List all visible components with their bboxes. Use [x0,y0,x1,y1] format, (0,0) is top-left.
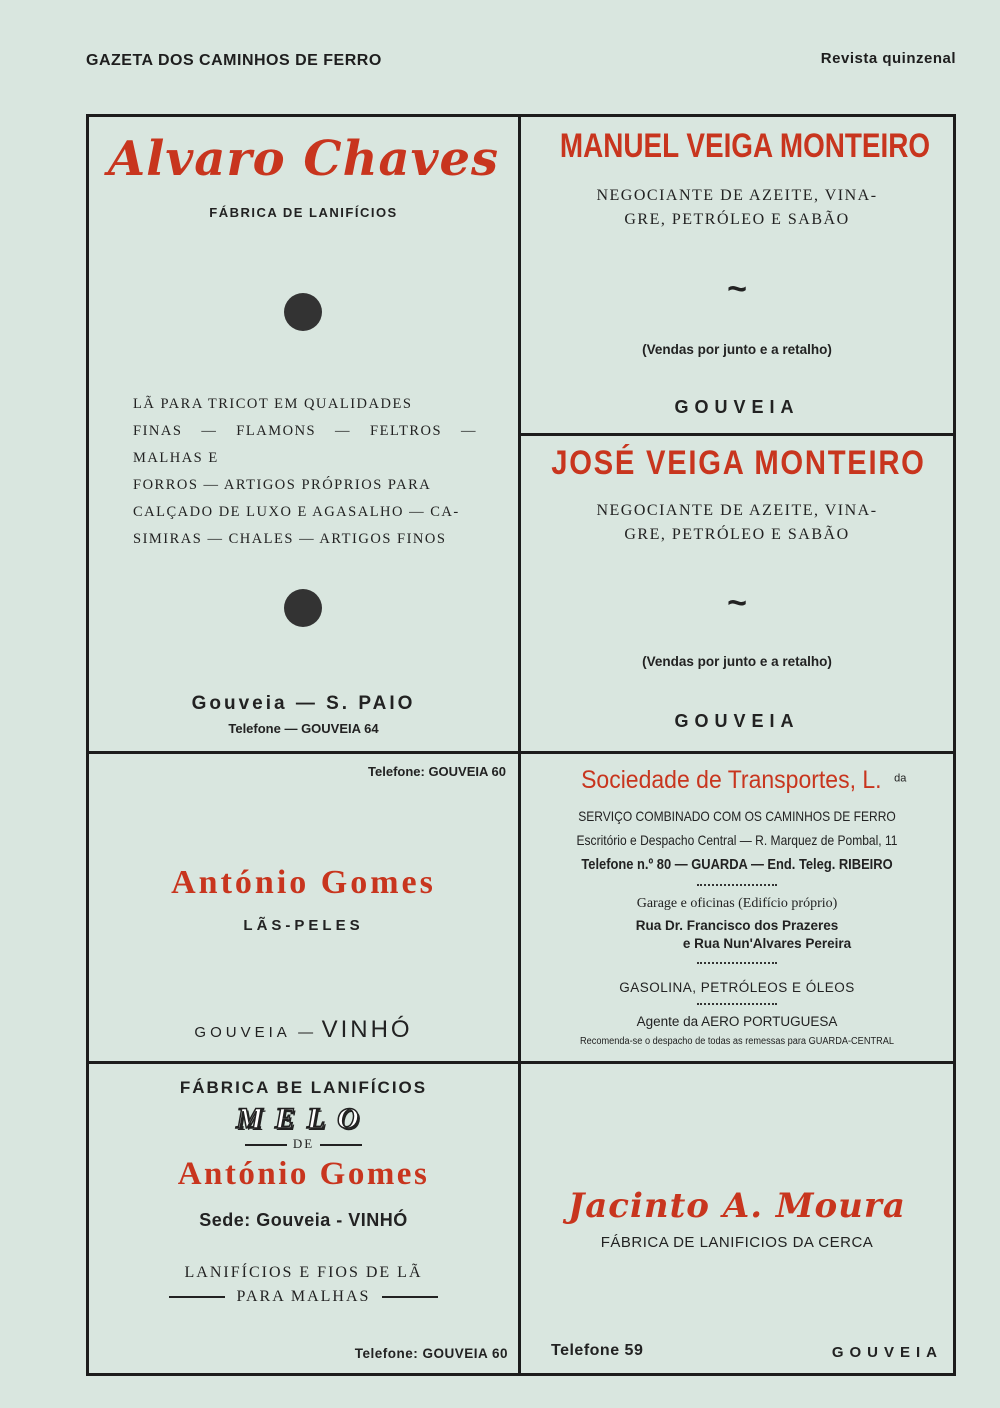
melo-line3-row [89,1288,518,1306]
jose-line1: NEGOCIANTE DE AZEITE, VINA- [596,502,878,519]
sociedade-name: Sociedade de Transportes, L. [580,766,882,794]
alvaro-body [133,391,477,553]
running-head-title: GAZETA DOS CAMINHOS DE FERRO [86,52,382,69]
sociedade-line1: SERVIÇO COMBINADO COM OS CAMINHOS DE FERRO [578,808,896,824]
decorative-dot-bottom [284,589,322,627]
melo-line1: FÁBRICA BE LANIFÍCIOS [179,1078,428,1097]
alvaro-name: Alvaro Chaves [107,131,500,187]
sociedade-line3: Telefone n.º 80 — GUARDA — End. Teleg. RIBEIRO [581,856,893,873]
jose-line2: GRE, PETRÓLEO E SABÃO [624,526,850,543]
sociedade-name-sup: da [894,772,907,785]
ad-jacinto-moura [521,1064,953,1373]
ad-alvaro-chaves [89,117,518,751]
manuel-tilde: ~ [727,270,747,308]
jose-tilde: ~ [727,584,747,622]
alvaro-body-line: FINAS — FLAMONS — FELTROS — MALHAS E [133,423,477,466]
melo-brand: MELO [236,1102,371,1135]
manuel-line2: GRE, PETRÓLEO E SABÃO [624,211,850,228]
sociedade-title [521,766,953,795]
melo-sede: Sede: Gouveia - VINHÓ [199,1210,408,1230]
melo-line3: PARA MALHAS [236,1288,371,1305]
ad-frame [86,114,956,1376]
jose-name: JOSÉ VEIGA MONTEIRO [551,444,926,482]
alvaro-body-line: SIMIRAS — CHALES — ARTIGOS FINOS [133,531,447,547]
ad-antonio-gomes [89,754,518,1061]
sociedade-line7: GASOLINA, PETRÓLEOS E ÓLEOS [619,980,855,995]
jacinto-name: Jacinto A. Moura [568,1186,906,1226]
alvaro-subtitle: FÁBRICA DE LANIFÍCIOS [209,205,398,220]
melo-de-rule-right [320,1144,362,1146]
melo-name: António Gomes [177,1156,430,1192]
sociedade-rule-2 [697,962,777,964]
sociedade-line8: Agente da AERO PORTUGUESA [636,1014,838,1029]
sociedade-rule-3 [697,1003,777,1005]
manuel-sales: (Vendas por junto e a retalho) [642,342,832,357]
alvaro-phone: Telefone — GOUVEIA 64 [228,721,379,736]
antonio-location-place: VINHÓ [321,1016,413,1043]
jose-sales: (Vendas por junto e a retalho) [642,654,832,669]
alvaro-location: Gouveia — S. PAIO [191,693,416,714]
antonio-location-prefix: GOUVEIA — [194,1024,318,1041]
sociedade-rule-1 [697,884,777,886]
sociedade-line4: Garage e oficinas (Edifício próprio) [636,896,838,911]
ad-sociedade-transportes [521,754,953,1061]
jacinto-phone: Telefone 59 [551,1342,644,1359]
manuel-name: MANUEL VEIGA MONTEIRO [559,127,931,165]
melo-line2: LANIFÍCIOS E FIOS DE LÃ [184,1264,423,1281]
sociedade-line6: e Rua Nun'Alvares Pereira [682,936,852,951]
antonio-location [89,1016,518,1044]
melo-phone: Telefone: GOUVEIA 60 [354,1346,508,1361]
melo-de-text: DE [292,1136,315,1151]
jacinto-subtitle: FÁBRICA DE LANIFICIOS DA CERCA [600,1234,874,1251]
ad-jose-veiga-monteiro [521,436,953,751]
ad-fabrica-melo [89,1064,518,1373]
antonio-phone: Telefone: GOUVEIA 60 [368,764,506,779]
alvaro-body-line: LÃ PARA TRICOT EM QUALIDADES [133,396,413,412]
antonio-name: António Gomes [171,864,436,901]
melo-rule-right [382,1296,438,1298]
sociedade-line2: Escritório e Despacho Central — R. Marquez de Pombal, 11 [576,832,898,848]
manuel-line1: NEGOCIANTE DE AZEITE, VINA- [596,187,878,204]
melo-de [89,1136,518,1152]
alvaro-body-line: CALÇADO DE LUXO E AGASALHO — CA- [133,504,460,520]
antonio-subtitle: LÃS-PELES [243,917,364,934]
running-head-subtitle: Revista quinzenal [820,50,956,67]
melo-rule-left [169,1296,225,1298]
sociedade-line5: Rua Dr. Francisco dos Prazeres [635,918,839,933]
jose-town: GOUVEIA [674,711,800,731]
melo-de-rule-left [245,1144,287,1146]
manuel-town: GOUVEIA [674,397,800,417]
ad-manuel-veiga-monteiro [521,117,953,433]
jacinto-town: GOUVEIA [831,1344,943,1361]
decorative-dot-top [284,293,322,331]
alvaro-body-line: FORROS — ARTIGOS PRÓPRIOS PARA [133,477,432,493]
sociedade-line9: Recomenda-se o despacho de todas as remessas para GUARDA-CENTRAL [580,1036,894,1047]
